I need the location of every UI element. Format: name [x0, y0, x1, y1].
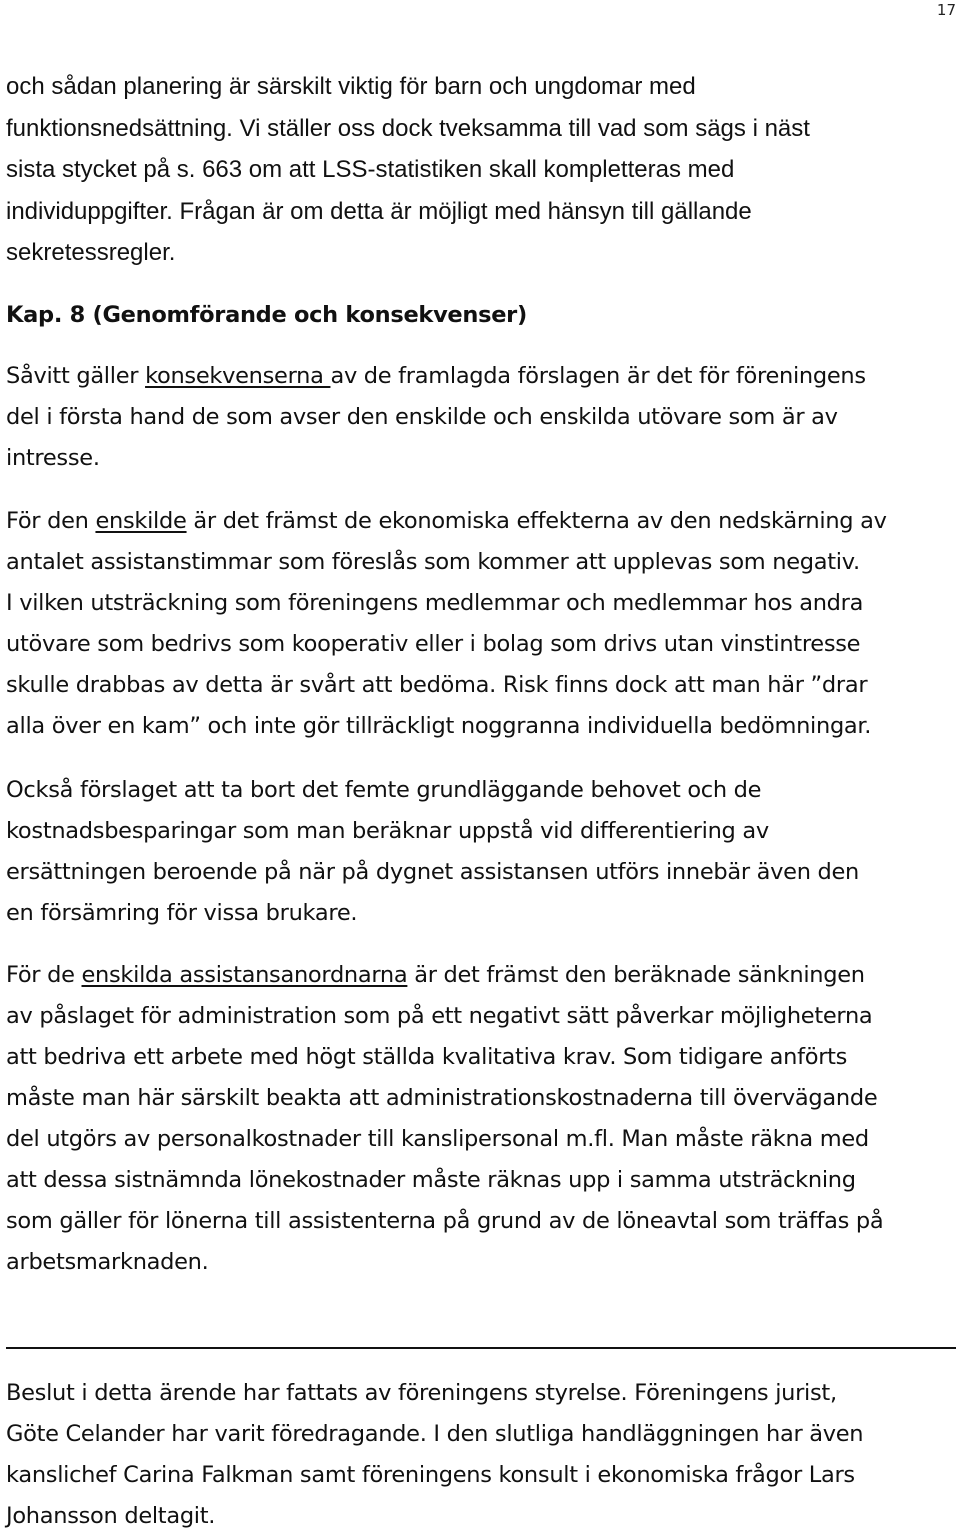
underlined-term: enskilde	[95, 508, 187, 534]
paragraph-line: ersättningen beroende på när på dygnet assistansen utförs innebär även den	[6, 859, 860, 885]
paragraph-consequences	[6, 356, 956, 479]
intro-line: och sådan planering är särskilt viktig för barn och ungdomar med	[6, 73, 696, 100]
paragraph-line: del utgörs av personalkostnader till kanslipersonal m.fl. Man måste räkna med	[6, 1126, 869, 1152]
text-run: Såvitt gäller	[6, 363, 146, 389]
intro-line: sekretessregler.	[6, 239, 176, 266]
paragraph-line: en försämring för vissa brukare.	[6, 900, 358, 926]
intro-line: sista stycket på s. 663 om att LSS-statistiken skall kompletteras med	[6, 156, 735, 183]
paragraph-line	[6, 955, 956, 996]
footnote-paragraph	[6, 1373, 956, 1537]
footnote-divider	[6, 1347, 956, 1349]
paragraph-individual	[6, 501, 956, 747]
footnote-line: kanslichef Carina Falkman samt föreningens konsult i ekonomiska frågor Lars	[6, 1462, 855, 1488]
paragraph-line: som gäller för lönerna till assistenterna på grund av de löneavtal som träffas på	[6, 1208, 884, 1234]
paragraph-line: Också förslaget att ta bort det femte grundläggande behovet och de	[6, 777, 762, 803]
section-heading: Kap. 8 (Genomförande och konsekvenser)	[6, 302, 527, 328]
paragraph-line: måste man här särskilt beakta att administrationskostnaderna till övervägande	[6, 1085, 878, 1111]
paragraph-line: utövare som bedrivs som kooperativ eller i bolag som drivs utan vinstintresse	[6, 631, 861, 657]
footnote-line: Beslut i detta ärende har fattats av föreningens styrelse. Föreningens jurist,	[6, 1380, 837, 1406]
paragraph-line: att bedriva ett arbete med högt ställda kvalitativa krav. Som tidigare anförts	[6, 1044, 848, 1070]
underlined-term: konsekvenserna	[145, 363, 331, 389]
text-run: är det främst de ekonomiska effekterna av den nedskärning av	[186, 508, 887, 534]
paragraph-basic-needs	[6, 770, 956, 934]
intro-paragraph	[6, 66, 956, 274]
paragraph-line: del i första hand de som avser den enskilde och enskilda utövare som är av	[6, 404, 838, 430]
intro-line: individuppgifter. Frågan är om detta är möjligt med hänsyn till gällande	[6, 197, 752, 225]
paragraph-line: av påslaget för administration som på ett negativt sätt påverkar möjligheterna	[6, 1003, 873, 1029]
paragraph-providers	[6, 955, 956, 1283]
underlined-term: enskilda assistansanordnarna	[81, 962, 408, 988]
paragraph-line: att dessa sistnämnda lönekostnader måste räknas upp i samma utsträckning	[6, 1167, 856, 1193]
text-run: För de	[6, 962, 82, 988]
text-run: För den	[6, 508, 96, 534]
paragraph-line: arbetsmarknaden.	[6, 1249, 209, 1275]
paragraph-line: alla över en kam” och inte gör tillräckligt noggranna individuella bedömningar.	[6, 713, 872, 739]
intro-line: funktionsnedsättning. Vi ställer oss dock tveksamma till vad som sägs i näst	[6, 114, 810, 142]
paragraph-line	[6, 356, 956, 397]
paragraph-line: skulle drabbas av detta är svårt att bedöma. Risk finns dock att man här ”drar	[6, 672, 868, 698]
footnote-line: Johansson deltagit.	[6, 1503, 216, 1529]
paragraph-line: kostnadsbesparingar som man beräknar uppstå vid differentiering av	[6, 818, 769, 844]
paragraph-line	[6, 501, 956, 542]
page-number: 17	[936, 1, 956, 19]
paragraph-line: intresse.	[6, 445, 100, 471]
paragraph-line: antalet assistanstimmar som föreslås som kommer att upplevas som negativ.	[6, 549, 860, 575]
footnote-line: Göte Celander har varit föredragande. I den slutliga handläggningen har även	[6, 1421, 864, 1447]
paragraph-line: I vilken utsträckning som föreningens medlemmar och medlemmar hos andra	[6, 590, 864, 616]
text-run: är det främst den beräknade sänkningen	[407, 962, 865, 988]
text-run: av de framlagda förslagen är det för föreningens	[330, 363, 866, 389]
